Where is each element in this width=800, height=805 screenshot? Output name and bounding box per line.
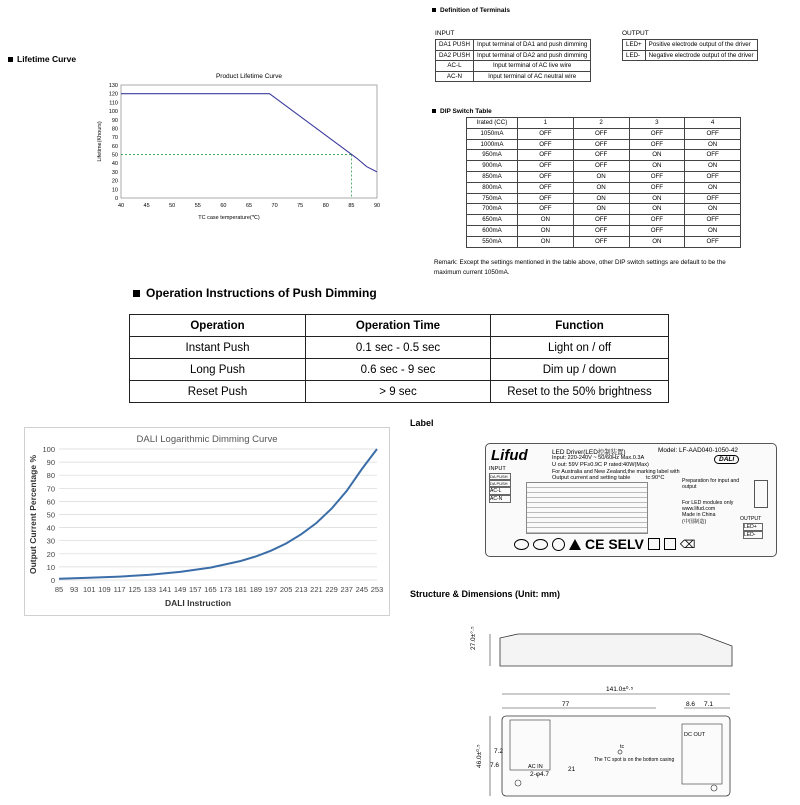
- table-row: [467, 236, 741, 247]
- dip-cell: OFF: [518, 182, 574, 193]
- push-header-cell: Operation Time: [306, 315, 491, 337]
- label-input-spec: Input: 220-240V ~ 50/60Hz Max.0.3A: [552, 455, 645, 461]
- dali-x-tick: 253: [370, 585, 384, 594]
- dip-cell: 750mA: [467, 193, 518, 204]
- dim-width: 46.0±⁰·⁵: [476, 744, 483, 768]
- dip-cell: OFF: [573, 128, 629, 139]
- dip-cell: 550mA: [467, 236, 518, 247]
- dali-y-tick: 90: [46, 458, 55, 468]
- tc-note: The TC spot is on the bottom casing: [594, 757, 675, 763]
- dim-21: 21: [568, 766, 576, 773]
- lifetime-x-tick: 85: [348, 203, 355, 209]
- cert-mark-icon: [533, 539, 548, 550]
- label-terminal: DA PUSH: [489, 473, 511, 480]
- push-cell: Dim up / down: [491, 359, 669, 381]
- lifetime-curve: [121, 94, 377, 172]
- dali-x-tick: 109: [98, 585, 111, 594]
- dip-cell: ON: [629, 236, 685, 247]
- dip-cell: OFF: [518, 204, 574, 215]
- dali-x-tick: 237: [340, 585, 353, 594]
- lifetime-y-tick: 110: [109, 100, 118, 107]
- dip-cell: 1050mA: [467, 128, 518, 139]
- terminals-output-table: [622, 39, 758, 61]
- push-cell: Reset Push: [130, 381, 306, 403]
- table-row: [467, 128, 741, 139]
- table-row: [467, 225, 741, 236]
- lifetime-chart-title: Product Lifetime Curve: [215, 73, 283, 80]
- push-header-cell: Function: [491, 315, 669, 337]
- label-terminal: AC-N: [489, 495, 511, 503]
- table-row: [467, 215, 741, 226]
- dip-cell: OFF: [573, 225, 629, 236]
- dip-cell: OFF: [685, 150, 741, 161]
- lifetime-x-tick: 40: [117, 203, 125, 209]
- table-row: [467, 150, 741, 161]
- product-label: [485, 443, 777, 557]
- dip-header-cell: Irated (CC): [467, 118, 518, 129]
- label-terminal: AC-L: [489, 487, 511, 495]
- dim-77: 77: [562, 701, 570, 708]
- dc-out-label: DC OUT: [684, 732, 706, 738]
- lifetime-x-tick: 90: [373, 203, 381, 209]
- dip-cell: ON: [685, 161, 741, 172]
- dali-x-tick: 173: [219, 585, 232, 594]
- lifetime-y-tick: 30: [111, 169, 118, 176]
- lifetime-chart-svg: [95, 70, 395, 220]
- terminal-desc: Negative electrode output of the driver: [645, 50, 757, 61]
- lifetime-x-tick: 75: [297, 203, 304, 209]
- label-model: Model: LF-AAD040-1050-42: [658, 447, 738, 454]
- terminal-name: DA1 PUSH: [436, 40, 474, 51]
- structure-heading: Structure & Dimensions (Unit: mm): [410, 589, 561, 599]
- push-cell: 0.6 sec - 9 sec: [306, 359, 491, 381]
- lifetime-y-tick: 90: [111, 117, 118, 124]
- dim-8-6: 8.6: [686, 701, 696, 708]
- label-product: LED Driver(LED控制装置): [552, 449, 626, 456]
- dali-y-tick: 80: [46, 471, 55, 481]
- lifetime-y-tick: 20: [111, 178, 118, 185]
- dip-table: [466, 117, 741, 248]
- dali-x-tick: 149: [173, 585, 187, 594]
- push-cell: > 9 sec: [306, 381, 491, 403]
- dip-cell: OFF: [573, 139, 629, 150]
- dali-x-tick: 141: [158, 585, 172, 594]
- dip-header-cell: 1: [518, 118, 574, 129]
- table-row: [467, 161, 741, 172]
- dip-cell: OFF: [573, 215, 629, 226]
- push-cell: Long Push: [130, 359, 306, 381]
- dip-cell: ON: [518, 225, 574, 236]
- label-website: www.lifud.com: [682, 506, 716, 512]
- terminal-desc: Input terminal of AC live wire: [473, 61, 590, 72]
- cert-ce-selv-icon: CE SELV: [585, 536, 644, 552]
- terminals-input-table: [435, 39, 591, 82]
- dali-y-tick: 20: [46, 549, 55, 559]
- push-cell: Light on / off: [491, 337, 669, 359]
- lifetime-y-tick: 60: [111, 143, 118, 150]
- dali-x-tick: 157: [189, 585, 202, 594]
- dip-cell: OFF: [518, 161, 574, 172]
- cert-box2-icon: [664, 538, 676, 550]
- dip-cell: OFF: [629, 225, 685, 236]
- terminal-desc: Input terminal of DA1 and push dimming: [473, 40, 590, 51]
- table-row: [436, 50, 591, 61]
- dip-remark: [434, 258, 726, 278]
- dip-cell: 700mA: [467, 204, 518, 215]
- label-prep: Preparation for input and output: [682, 478, 740, 490]
- lifetime-plot-frame: [121, 85, 377, 198]
- dip-cell: OFF: [518, 171, 574, 182]
- dip-cell: OFF: [685, 193, 741, 204]
- lifetime-y-tick: 50: [111, 152, 118, 159]
- lifetime-x-tick: 45: [143, 203, 150, 209]
- dip-header-cell: 2: [573, 118, 629, 129]
- dip-cell: 1000mA: [467, 139, 518, 150]
- lifetime-y-tick: 40: [111, 161, 118, 168]
- terminal-name: AC-L: [436, 61, 474, 72]
- dali-x-tick: 93: [69, 585, 79, 594]
- terminal-name: LED+: [623, 40, 646, 51]
- terminal-desc: Input terminal of DA2 and push dimming: [473, 50, 590, 61]
- dip-cell: ON: [573, 182, 629, 193]
- dip-cell: ON: [573, 204, 629, 215]
- dip-header-cell: 3: [629, 118, 685, 129]
- lifetime-section-title: Lifetime Curve: [8, 54, 76, 64]
- dip-cell: ON: [629, 150, 685, 161]
- table-row: [130, 381, 669, 403]
- dali-logo: DALI: [714, 455, 739, 464]
- dip-cell: OFF: [629, 215, 685, 226]
- dip-cell: OFF: [629, 182, 685, 193]
- dip-cell: 600mA: [467, 225, 518, 236]
- push-table: [129, 314, 669, 403]
- dali-chart: [24, 427, 390, 616]
- push-cell: Reset to the 50% brightness: [491, 381, 669, 403]
- brand-logo: Lifud: [491, 447, 528, 464]
- push-title: Operation Instructions of Push Dimming: [133, 286, 377, 300]
- dali-x-tick: 125: [128, 585, 141, 594]
- table-row: [467, 204, 741, 215]
- dip-cell: OFF: [629, 128, 685, 139]
- dip-cell: 850mA: [467, 171, 518, 182]
- table-row: [467, 193, 741, 204]
- recycle-bin-icon: ⌫: [679, 538, 696, 551]
- cert-triangle-icon: [569, 539, 581, 550]
- structure-drawing: [470, 628, 780, 800]
- table-row: [467, 182, 741, 193]
- terminals-input-heading: INPUT: [435, 30, 455, 37]
- terminal-name: AC-N: [436, 71, 474, 82]
- dali-x-tick: 117: [113, 585, 126, 594]
- cert-box-icon: [648, 538, 660, 550]
- dip-cell: 900mA: [467, 161, 518, 172]
- dip-remark-line: Remark: Except the settings mentioned in the table above, other DIP switch settings are default to be the: [434, 259, 726, 266]
- lifetime-y-label: Lifetime(Khours): [97, 121, 103, 162]
- dip-title: DIP Switch Table: [432, 108, 492, 115]
- dip-cell: ON: [573, 171, 629, 182]
- dim-length: 141.0±⁰·⁵: [606, 686, 634, 693]
- lifetime-x-tick: 65: [245, 203, 253, 209]
- dali-y-tick: 10: [46, 562, 55, 572]
- lifetime-x-label: TC case temperature(℃): [198, 215, 260, 220]
- ac-in-label: AC IN: [528, 764, 543, 770]
- dali-y-tick: 60: [46, 497, 55, 507]
- terminal-name: LED-: [623, 50, 646, 61]
- dip-cell: ON: [685, 139, 741, 150]
- dip-cell: OFF: [573, 236, 629, 247]
- table-row: [623, 50, 758, 61]
- dip-cell: ON: [685, 225, 741, 236]
- dip-cell: OFF: [518, 128, 574, 139]
- table-row: [436, 40, 591, 51]
- lifetime-y-tick: 70: [111, 135, 118, 142]
- lifetime-x-tick: 50: [169, 203, 176, 209]
- dip-cell: OFF: [685, 171, 741, 182]
- dim-7-2: 7.2: [494, 748, 504, 755]
- dip-cell: ON: [629, 161, 685, 172]
- dip-cell: ON: [685, 204, 741, 215]
- dip-remark-line: maximum current 1050mA.: [434, 269, 510, 276]
- cert-marks: [514, 536, 695, 552]
- dali-x-tick: 221: [310, 585, 323, 594]
- dim-tc: tc: [620, 744, 625, 750]
- push-header-cell: Operation: [130, 315, 306, 337]
- dali-x-tick: 197: [264, 585, 278, 594]
- dip-cell: ON: [629, 204, 685, 215]
- structure-svg: [470, 628, 780, 800]
- dali-x-tick: 229: [325, 585, 338, 594]
- dip-cell: ON: [629, 193, 685, 204]
- dali-y-tick: 0: [50, 576, 55, 585]
- dip-cell: OFF: [629, 171, 685, 182]
- dip-cell: OFF: [629, 139, 685, 150]
- label-made: Made in China: [682, 512, 716, 518]
- lifetime-y-tick: 100: [108, 109, 118, 116]
- lifetime-chart: [95, 70, 395, 220]
- label-terminal: LED-: [743, 531, 763, 539]
- dali-x-tick: 245: [355, 585, 369, 594]
- dim-7-1: 7.1: [704, 701, 714, 708]
- lifetime-y-tick: 120: [108, 91, 118, 98]
- dip-cell: ON: [573, 193, 629, 204]
- lifetime-x-tick: 55: [194, 203, 201, 209]
- dali-x-tick: 205: [279, 585, 293, 594]
- dali-curve: [59, 449, 377, 579]
- dali-chart-title: DALI Logarithmic Dimming Curve: [136, 434, 278, 445]
- push-cell: Instant Push: [130, 337, 306, 359]
- table-row: [436, 71, 591, 82]
- label-tc: tc:90°C: [646, 475, 665, 481]
- side-view-body: [500, 634, 732, 666]
- dip-cell: 950mA: [467, 150, 518, 161]
- label-current-table: [526, 482, 648, 534]
- terminals-title: Definition of Terminals: [432, 7, 510, 14]
- table-row: [467, 139, 741, 150]
- table-header-row: [467, 118, 741, 129]
- label-terminal: DA PUSH: [489, 480, 511, 487]
- terminals-output-heading: OUTPUT: [622, 30, 649, 37]
- dim-7-6: 7.6: [490, 762, 500, 769]
- dip-switch-icon: [754, 480, 768, 508]
- dali-x-tick: 165: [204, 585, 217, 594]
- dali-x-tick: 133: [143, 585, 157, 594]
- lifetime-y-tick: 80: [111, 126, 118, 133]
- dali-x-tick: 85: [54, 585, 64, 594]
- dali-x-tick: 181: [234, 585, 247, 594]
- dali-y-tick: 50: [46, 510, 55, 520]
- dip-cell: OFF: [685, 128, 741, 139]
- dip-cell: OFF: [685, 236, 741, 247]
- dip-cell: ON: [685, 182, 741, 193]
- label-output-head: OUTPUT: [740, 516, 762, 522]
- table-row: [623, 40, 758, 51]
- table-row: [130, 337, 669, 359]
- lifetime-y-tick: 130: [108, 83, 118, 89]
- dip-cell: 650mA: [467, 215, 518, 226]
- label-output-terminals: [743, 523, 763, 539]
- lifetime-x-tick: 80: [322, 203, 329, 209]
- table-header-row: [130, 315, 669, 337]
- dip-cell: OFF: [573, 150, 629, 161]
- dip-cell: ON: [518, 236, 574, 247]
- dali-x-label: DALI Instruction: [164, 598, 232, 608]
- dip-cell: OFF: [518, 150, 574, 161]
- label-nz-note: For Australia and New Zealand,the marking label with: [552, 469, 680, 475]
- lifetime-x-tick: 60: [220, 203, 227, 209]
- dip-header-cell: 4: [685, 118, 741, 129]
- dip-cell: OFF: [685, 215, 741, 226]
- terminal-name: DA2 PUSH: [436, 50, 474, 61]
- lifetime-y-tick: 10: [111, 187, 118, 194]
- terminal-desc: Positive electrode output of the driver: [645, 40, 757, 51]
- dip-cell: OFF: [518, 139, 574, 150]
- cert-round-icon: [552, 538, 565, 551]
- dim-holes: 2-φ4.7: [530, 771, 550, 778]
- table-row: [467, 171, 741, 182]
- label-made-cn: (中国制造): [682, 519, 707, 525]
- label-input-head: INPUT: [489, 466, 506, 472]
- dali-x-tick: 101: [83, 585, 96, 594]
- lifetime-y-tick: 0: [114, 196, 118, 202]
- table-row: [436, 61, 591, 72]
- label-terminal: LED+: [743, 523, 763, 531]
- label-heading: Label: [410, 418, 434, 428]
- label-output-spec: U out: 59V PF≥0.9C P rated:40W(Max): [552, 462, 649, 468]
- dip-cell: OFF: [518, 193, 574, 204]
- lifetime-x-tick: 70: [271, 203, 278, 209]
- label-current-table-title: Output current and setting table: [552, 475, 631, 481]
- dali-x-tick: 213: [295, 585, 308, 594]
- dip-cell: OFF: [573, 161, 629, 172]
- label-input-terminals: [489, 473, 511, 503]
- cert-ccc-icon: [514, 539, 529, 550]
- dali-chart-svg: [25, 428, 389, 615]
- dali-x-tick: 189: [249, 585, 263, 594]
- dali-y-label: Output Current Percentage %: [28, 454, 38, 575]
- dali-y-tick: 70: [46, 484, 55, 494]
- terminal-desc: Input terminal of AC neutral wire: [473, 71, 590, 82]
- push-cell: 0.1 sec - 0.5 sec: [306, 337, 491, 359]
- dip-cell: 800mA: [467, 182, 518, 193]
- label-led-only: For LED modules only: [682, 500, 734, 506]
- dali-y-tick: 100: [42, 445, 55, 454]
- dali-y-tick: 40: [46, 523, 55, 533]
- dim-height: 27.0±°·⁵: [470, 626, 477, 650]
- table-row: [130, 359, 669, 381]
- dali-y-tick: 30: [46, 536, 55, 546]
- dip-cell: ON: [518, 215, 574, 226]
